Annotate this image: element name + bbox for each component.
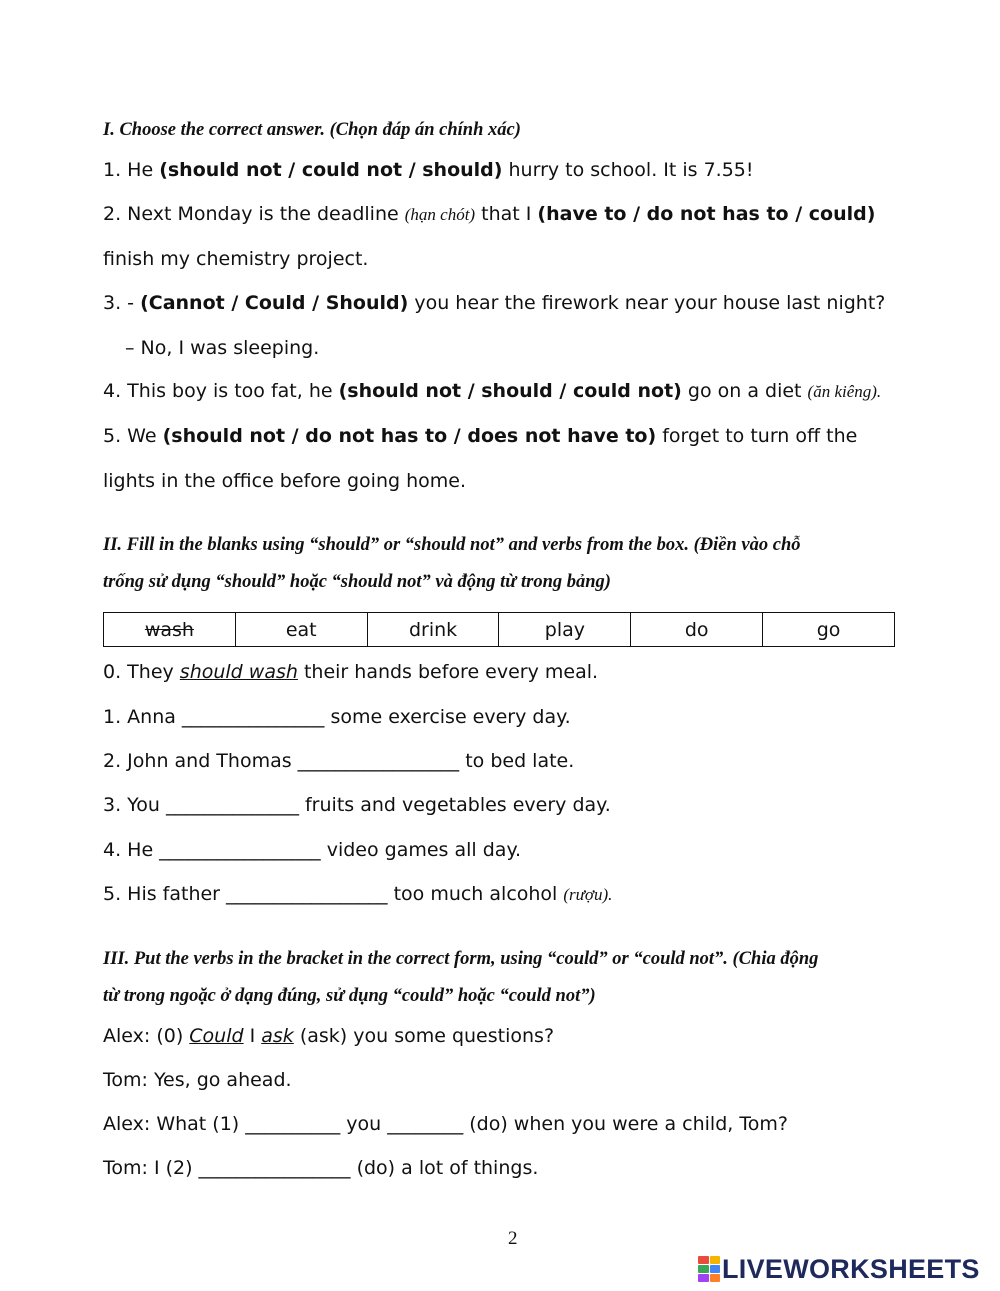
q-prefix: 4. This boy is too fat, he xyxy=(103,380,339,402)
q-prefix: 1. He xyxy=(103,159,160,181)
question-1-3 xyxy=(103,290,885,316)
word-box xyxy=(103,612,895,647)
q-suffix: forget to turn off the xyxy=(656,425,858,447)
section-2-heading-line-2: trống sử dụng “should” hoặc “should not” và động từ trong bảng) xyxy=(103,572,611,592)
q-middle: that I xyxy=(475,203,538,225)
question-1-1 xyxy=(103,157,754,183)
section-3-heading-line-1: III. Put the verbs in the bracket in the correct form, using “could” or “could not”. (Chia động xyxy=(103,949,819,969)
question-1-5-continued: lights in the office before going home. xyxy=(103,470,466,492)
question-1-4 xyxy=(103,378,881,405)
q-suffix: go on a diet xyxy=(681,380,808,402)
q-suffix: you hear the firework near your house last night? xyxy=(408,292,886,314)
liveworksheets-logo[interactable] xyxy=(698,1254,980,1284)
logo-tile xyxy=(698,1265,709,1273)
logo-tile xyxy=(710,1274,721,1282)
fill-blank-item[interactable]: 3. You ______________ fruits and vegetables every day. xyxy=(103,794,611,816)
dialogue-example xyxy=(103,1023,554,1049)
word-box-cell: play xyxy=(499,613,631,647)
logo-tile xyxy=(698,1274,709,1282)
q-prefix: 2. Next Monday is the deadline xyxy=(103,203,405,225)
question-1-2 xyxy=(103,201,875,228)
example-answer: Could xyxy=(189,1025,244,1047)
fill-blank-item[interactable]: 1. Anna _______________ some exercise every day. xyxy=(103,706,571,728)
example-2-0 xyxy=(103,659,598,685)
example-answer: should wash xyxy=(179,661,298,683)
answer-options[interactable]: (should not / could not / should) xyxy=(159,159,503,181)
answer-options[interactable]: (should not / do not has to / does not have to) xyxy=(162,425,657,447)
fill-blank-item[interactable] xyxy=(103,881,612,908)
q-prefix: 3. - xyxy=(103,292,141,314)
answer-options[interactable]: (should not / should / could not) xyxy=(338,380,682,402)
q-prefix: 0. They xyxy=(103,661,180,683)
question-1-2-continued: finish my chemistry project. xyxy=(103,248,369,270)
item-text[interactable]: 5. His father _________________ too much alcohol xyxy=(103,883,564,905)
section-1-heading: I. Choose the correct answer. (Chọn đáp án chính xác) xyxy=(103,120,521,140)
q-suffix: (ask) you some questions? xyxy=(293,1025,555,1047)
word-box-cell: do xyxy=(631,613,763,647)
vietnamese-gloss: (ăn kiêng). xyxy=(807,382,882,401)
word-box-cell: go xyxy=(763,613,895,647)
vietnamese-gloss: (rượu). xyxy=(563,885,613,904)
example-answer: ask xyxy=(261,1025,294,1047)
word-box-cell: drink xyxy=(367,613,499,647)
dialogue-line: Tom: Yes, go ahead. xyxy=(103,1069,292,1091)
fill-blank-item[interactable]: 2. John and Thomas _________________ to bed late. xyxy=(103,750,575,772)
q-suffix: hurry to school. It is 7.55! xyxy=(502,159,754,181)
speaker-prefix: Alex: (0) xyxy=(103,1025,190,1047)
word-box-cell: wash xyxy=(104,613,236,647)
answer-options[interactable]: (Cannot / Could / Should) xyxy=(140,292,409,314)
q-suffix: their hands before every meal. xyxy=(297,661,599,683)
dialogue-line[interactable]: Alex: What (1) __________ you ________ (do) when you were a child, Tom? xyxy=(103,1113,788,1135)
question-1-5 xyxy=(103,423,857,449)
logo-tile xyxy=(710,1265,721,1273)
logo-tile xyxy=(710,1256,721,1264)
fill-blank-item[interactable]: 4. He _________________ video games all day. xyxy=(103,839,522,861)
q-middle: I xyxy=(243,1025,262,1047)
liveworksheets-brand-text: LIVEWORKSHEETS xyxy=(722,1253,980,1284)
q-prefix: 5. We xyxy=(103,425,163,447)
page-number: 2 xyxy=(508,1228,518,1249)
logo-tile xyxy=(698,1256,709,1264)
section-2-heading-line-1: II. Fill in the blanks using “should” or “should not” and verbs from the box. (Điền vào chỗ xyxy=(103,535,801,555)
word-box-cell: eat xyxy=(235,613,367,647)
vietnamese-gloss: (hạn chót) xyxy=(404,205,476,224)
answer-options[interactable]: (have to / do not has to / could) xyxy=(537,203,876,225)
section-3-heading-line-2: từ trong ngoặc ở dạng đúng, sử dụng “could” hoặc “could not”) xyxy=(103,986,596,1006)
dialogue-line[interactable]: Tom: I (2) ________________ (do) a lot of things. xyxy=(103,1157,539,1179)
question-1-3-reply: – No, I was sleeping. xyxy=(125,337,320,359)
liveworksheets-logo-icon xyxy=(698,1256,720,1282)
